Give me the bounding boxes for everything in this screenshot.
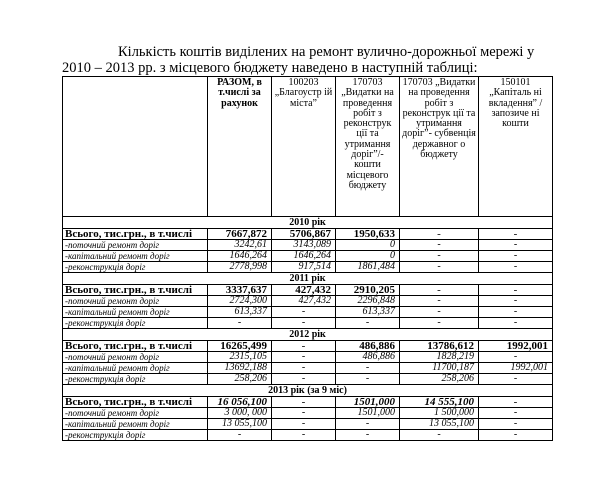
table-cell: 1 500,000 bbox=[400, 408, 479, 419]
table-cell: 11700,187 bbox=[400, 363, 479, 374]
table-cell: - bbox=[479, 262, 553, 273]
row-label: -капітальний ремонт доріг bbox=[63, 363, 208, 374]
table-cell: 2910,205 bbox=[336, 285, 400, 296]
table-cell: 1861,484 bbox=[336, 262, 400, 273]
table-cell: 258,206 bbox=[400, 374, 479, 385]
row-label: -реконструкція доріг bbox=[63, 318, 208, 329]
table-cell: - bbox=[479, 397, 553, 408]
table-cell: - bbox=[272, 318, 336, 329]
table-cell: 13 055,100 bbox=[208, 419, 272, 430]
table-cell: 3 000, 000 bbox=[208, 408, 272, 419]
table-row bbox=[63, 352, 553, 363]
table-cell: - bbox=[400, 229, 479, 240]
year-section-row bbox=[63, 217, 553, 229]
table-cell: - bbox=[336, 363, 400, 374]
table-cell: 486,886 bbox=[336, 352, 400, 363]
row-label: -реконструкція доріг bbox=[63, 262, 208, 273]
table-cell: 1646,264 bbox=[208, 251, 272, 262]
row-label: -поточний ремонт доріг bbox=[63, 352, 208, 363]
table-cell: - bbox=[336, 430, 400, 441]
table-cell: 0 bbox=[336, 251, 400, 262]
year-label: 2013 рік (за 9 міс) bbox=[63, 385, 553, 397]
document-title bbox=[62, 44, 562, 76]
table-row bbox=[63, 296, 553, 307]
table-cell: 1992,001 bbox=[479, 341, 553, 352]
year-label: 2012 рік bbox=[63, 329, 553, 341]
row-label: -реконструкція доріг bbox=[63, 430, 208, 441]
table-cell: - bbox=[479, 318, 553, 329]
table-cell: - bbox=[272, 341, 336, 352]
table-row bbox=[63, 363, 553, 374]
table-cell: - bbox=[400, 251, 479, 262]
table-cell: 427,432 bbox=[272, 285, 336, 296]
table-cell: - bbox=[479, 408, 553, 419]
table-cell: 1828,219 bbox=[400, 352, 479, 363]
table-row bbox=[63, 397, 553, 408]
funding-table bbox=[62, 76, 553, 441]
table-cell: - bbox=[208, 430, 272, 441]
table-cell: 5706,867 bbox=[272, 229, 336, 240]
table-cell: 427,432 bbox=[272, 296, 336, 307]
table-cell: - bbox=[208, 318, 272, 329]
row-label: -реконструкція доріг bbox=[63, 374, 208, 385]
table-cell: 0 bbox=[336, 240, 400, 251]
table-row bbox=[63, 240, 553, 251]
table-cell: 3337,637 bbox=[208, 285, 272, 296]
table-cell: - bbox=[400, 430, 479, 441]
year-section-row bbox=[63, 329, 553, 341]
table-row bbox=[63, 251, 553, 262]
table-cell: - bbox=[400, 240, 479, 251]
table-cell: - bbox=[479, 251, 553, 262]
table-cell: - bbox=[479, 240, 553, 251]
table-cell: 13786,612 bbox=[400, 341, 479, 352]
table-cell: - bbox=[400, 285, 479, 296]
table-cell: - bbox=[479, 430, 553, 441]
table-cell: - bbox=[479, 352, 553, 363]
table-cell: - bbox=[479, 419, 553, 430]
table-cell: 2724,300 bbox=[208, 296, 272, 307]
table-row bbox=[63, 307, 553, 318]
table-cell: - bbox=[479, 374, 553, 385]
table-cell: - bbox=[272, 352, 336, 363]
table-row bbox=[63, 285, 553, 296]
row-label: -поточний ремонт доріг bbox=[63, 296, 208, 307]
row-label: -поточний ремонт доріг bbox=[63, 408, 208, 419]
year-label: 2011 рік bbox=[63, 273, 553, 285]
table-row bbox=[63, 262, 553, 273]
table-row bbox=[63, 419, 553, 430]
table-row bbox=[63, 318, 553, 329]
table-cell: - bbox=[336, 318, 400, 329]
header-col-blagoustriy: 100203 „Благоустр ій міста” bbox=[272, 77, 336, 217]
table-cell: - bbox=[336, 419, 400, 430]
table-cell: - bbox=[272, 430, 336, 441]
table-cell: 16265,499 bbox=[208, 341, 272, 352]
table-cell: 16 056,100 bbox=[208, 397, 272, 408]
table-cell: 1992,001 bbox=[479, 363, 553, 374]
table-cell: 13 055,100 bbox=[400, 419, 479, 430]
table-row bbox=[63, 408, 553, 419]
header-empty bbox=[63, 77, 208, 217]
row-label: -капітальний ремонт доріг bbox=[63, 419, 208, 430]
table-cell: - bbox=[400, 318, 479, 329]
title-line-1: Кількість коштів виділених на ремонт вулично-дорожньої мережі у bbox=[118, 44, 535, 60]
header-col-capital: 150101 „Капіталь ні вкладення” /запозиче ні кошти bbox=[479, 77, 553, 217]
table-cell: 2315,105 bbox=[208, 352, 272, 363]
row-label: Всього, тис.грн., в т.числі bbox=[63, 341, 208, 352]
table-cell: 1501,000 bbox=[336, 408, 400, 419]
row-label: Всього, тис.грн., в т.числі bbox=[63, 397, 208, 408]
table-body bbox=[63, 217, 553, 441]
table-cell: - bbox=[479, 285, 553, 296]
table-cell: - bbox=[400, 307, 479, 318]
table-cell: - bbox=[400, 262, 479, 273]
table-cell: 3242,61 bbox=[208, 240, 272, 251]
table-row bbox=[63, 229, 553, 240]
table-cell: 2778,998 bbox=[208, 262, 272, 273]
table-cell: - bbox=[479, 229, 553, 240]
table-cell: - bbox=[272, 363, 336, 374]
table-cell: - bbox=[400, 296, 479, 307]
table-cell: 3143,089 bbox=[272, 240, 336, 251]
row-label: -поточний ремонт доріг bbox=[63, 240, 208, 251]
table-cell: 1950,633 bbox=[336, 229, 400, 240]
header-sum: РАЗОМ, в т.числі за рахунок bbox=[208, 77, 272, 217]
year-section-row bbox=[63, 273, 553, 285]
table-row bbox=[63, 430, 553, 441]
row-label: Всього, тис.грн., в т.числі bbox=[63, 229, 208, 240]
table-cell: 486,886 bbox=[336, 341, 400, 352]
table-cell: 917,514 bbox=[272, 262, 336, 273]
year-label: 2010 рік bbox=[63, 217, 553, 229]
table-cell: 1501,000 bbox=[336, 397, 400, 408]
table-row bbox=[63, 374, 553, 385]
header-col-local-budget: 170703 „Видатки на проведення робіт з реконструк ції та утримання доріг”/- кошти місцевого бюджету bbox=[336, 77, 400, 217]
table-row bbox=[63, 341, 553, 352]
row-label: Всього, тис.грн., в т.числі bbox=[63, 285, 208, 296]
table-cell: 1646,264 bbox=[272, 251, 336, 262]
table-cell: - bbox=[272, 408, 336, 419]
table-cell: - bbox=[272, 419, 336, 430]
table-cell: 613,337 bbox=[336, 307, 400, 318]
table-cell: 14 555,100 bbox=[400, 397, 479, 408]
table-cell: 613,337 bbox=[208, 307, 272, 318]
table-cell: - bbox=[272, 307, 336, 318]
table-cell: - bbox=[336, 374, 400, 385]
row-label: -капітальний ремонт доріг bbox=[63, 307, 208, 318]
table-cell: 7667,872 bbox=[208, 229, 272, 240]
table-cell: 13692,188 bbox=[208, 363, 272, 374]
table-cell: 258,206 bbox=[208, 374, 272, 385]
table-cell: - bbox=[479, 307, 553, 318]
table-cell: - bbox=[479, 296, 553, 307]
title-line-2: 2010 – 2013 рр. з місцевого бюджету наведено в наступній таблиці: bbox=[62, 60, 478, 76]
year-section-row bbox=[63, 385, 553, 397]
row-label: -капітальний ремонт доріг bbox=[63, 251, 208, 262]
table-cell: - bbox=[272, 397, 336, 408]
table-cell: 2296,848 bbox=[336, 296, 400, 307]
table-cell: - bbox=[272, 374, 336, 385]
header-col-state-subvention: 170703 „Видатки на проведення робіт з реконструк ції та утримання доріг”- субвенція державног о бюджету bbox=[400, 77, 479, 217]
